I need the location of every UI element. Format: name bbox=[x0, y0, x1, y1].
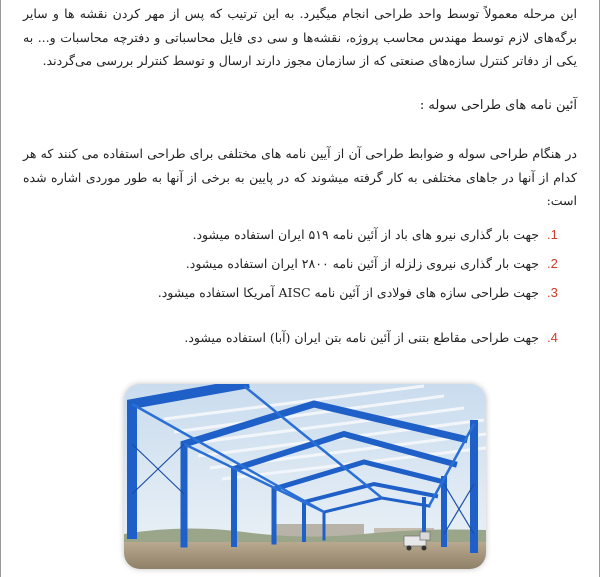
intro-paragraph: این مرحله معمولاً توسط واحد طراحی انجام میگیرد. به این ترتیب که پس از مهر کردن نقشه ها و سایر برگه‌های لازم توسط مهندس محاسب پروژه، نقشه‌ها و سی دی فایل محاسباتی و دفترچه محاسبات و... به یکی از دفاتر کنترل سازه‌های صنعتی که از سازمان مجوز دارند ارسال و توسط کنترلر بررسی می‌گردند. bbox=[23, 6, 577, 68]
section-paragraph: در هنگام طراحی سوله و ضوابط طراحی آن از آیین نامه های مختلفی برای طراحی استفاده می کنند که هر کدام از آنها در جاهای مختلفی به کار گرفته میشوند که در پایین به برخی از آنها به طور موردی اشاره شده است: bbox=[23, 146, 577, 208]
steel-shed-frame-photo bbox=[124, 384, 486, 569]
list-text: جهت طراحی مقاطع بتنی از آئین نامه بتن ایران (آبا) استفاده میشود. bbox=[184, 330, 539, 345]
list-item bbox=[23, 226, 561, 255]
list-number: 1. bbox=[547, 227, 558, 242]
steel-shed-illustration bbox=[124, 384, 486, 569]
list-number: 4. bbox=[547, 330, 558, 345]
list-number: 2. bbox=[547, 256, 558, 271]
standards-list bbox=[23, 226, 561, 358]
list-text: جهت بار گذاری نیرو های باد از آئین نامه ۵۱۹ ایران استفاده میشود. bbox=[192, 227, 539, 242]
list-text: جهت بار گذاری نیروی زلزله از آئین نامه ۲۸۰۰ ایران استفاده میشود. bbox=[185, 256, 539, 271]
section-heading: آئین نامه های طراحی سوله : bbox=[419, 98, 577, 113]
list-item bbox=[23, 329, 561, 358]
list-item bbox=[23, 284, 561, 313]
list-item bbox=[23, 255, 561, 284]
list-number: 3. bbox=[547, 285, 558, 300]
list-text: جهت طراحی سازه های فولادی از آئین نامه AISC آمریکا استفاده میشود. bbox=[157, 285, 539, 300]
